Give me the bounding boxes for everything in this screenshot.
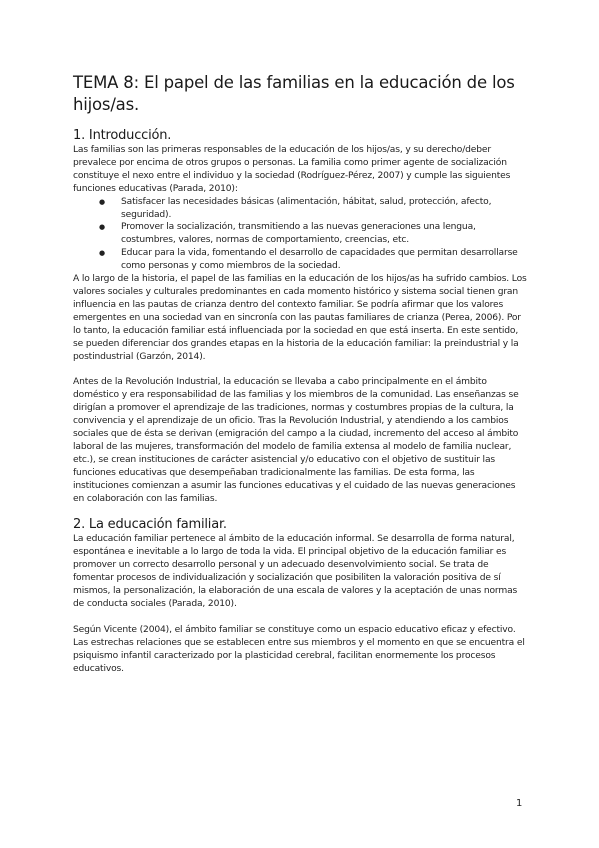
section-1-paragraph-3: Antes de la Revolución Industrial, la educación se llevaba a cabo principalmente en el ámbito doméstico y era responsabilidad de las familias y los miembros de la comunidad. Las enseñanzas se dirigían a promover el aprendizaje de las tradiciones, normas y costumbres propias de la cultura, la convivencia y el aprendizaje de un oficio. Tras la Revolución Industrial, y atendiendo a los cambios sociales que de ésta se derivan (emigración del campo a la ciudad, incremento del acceso al ámbito laboral de las mujeres, transformación del modelo de familia extensa al modelo de familia nuclear, etc.), se crean instituciones de carácter asistencial y/o educativo con el objetivo de sustituir las funciones educativas que desempeñaban tradicionalmente las familias. De esta forma, las instituciones comienzan a asumir las funciones educativas y el cuidado de las nuevas generaciones en colaboración con las familias. bbox=[73, 377, 519, 504]
page-title: TEMA 8: El papel de las familias en la educación de los hijos/as. bbox=[73, 73, 515, 114]
document-page bbox=[73, 72, 529, 676]
section-1-paragraph-1: Las familias son las primeras responsables de la educación de los hijos/as, y su derecho/deber prevalece por encima de otros grupos o personas. La familia como primer agente de socialización constituye el nexo entre el individuo y la sociedad (Rodríguez-Pérez, 2007) y cumple las siguientes funciones educativas (Parada, 2010): bbox=[73, 145, 511, 194]
section-2-paragraph-2: Según Vicente (2004), el ámbito familiar se constituye como un espacio educativo eficaz y efectivo. Las estrechas relaciones que se establecen entre sus miembros y el momento en que se encuentra el psiquismo infantil caracterizado por la plasticidad cerebral, facilitan enormemente los procesos educativos. bbox=[73, 624, 525, 674]
section-2-heading: 2. La educación familiar. bbox=[73, 517, 227, 533]
list-item: ● Promover la socialización, transmitiendo a las nuevas generaciones una lengua, costumbres, valores, normas de comportamiento, creencias, etc. bbox=[111, 221, 529, 247]
list-item: ● Satisfacer las necesidades básicas (alimentación, hábitat, salud, protección, afecto, seguridad). bbox=[111, 196, 529, 222]
functions-list bbox=[73, 196, 529, 273]
section-2-paragraph-1: La educación familiar pertenece al ámbito de la educación informal. Se desarrolla de forma natural, espontánea e inevitable a lo largo de toda la vida. El principal objetivo de la educación familiar es promover un correcto desarrollo personal y un adecuado desenvolvimiento social. Se trata de fomentar procesos de individualización y socialización que posibiliten la valoración positiva de sí mismos, la personalización, la elaboración de una escala de valores y la aceptación de unas normas de conducta sociales (Parada, 2010). bbox=[73, 534, 518, 609]
page-number: 1 bbox=[516, 798, 523, 809]
section-1-heading: 1. Introducción. bbox=[73, 128, 172, 143]
list-item: ● Educar para la vida, fomentando el desarrollo de capacidades que permitan desarrollarse como personas y como miembros de la sociedad. bbox=[111, 247, 529, 273]
section-1-paragraph-2: A lo largo de la historia, el papel de las familias en la educación de los hijos/as ha sufrido cambios. Los valores sociales y culturales predominantes en cada momento histórico y sistema social tienen gran influencia en las pautas de crianza dentro del contexto familiar. Se podría afirmar que los valores emergentes en una sociedad van en sincronía con las pautas familiares de crianza (Perea, 2006). Por lo tanto, la educación familiar está influenciada por la sociedad en que está inserta. En este sentido, se pueden diferenciar dos grandes etapas en la historia de la educación familiar: la preindustrial y la postindustrial (Garzón, 2014). bbox=[73, 274, 527, 362]
